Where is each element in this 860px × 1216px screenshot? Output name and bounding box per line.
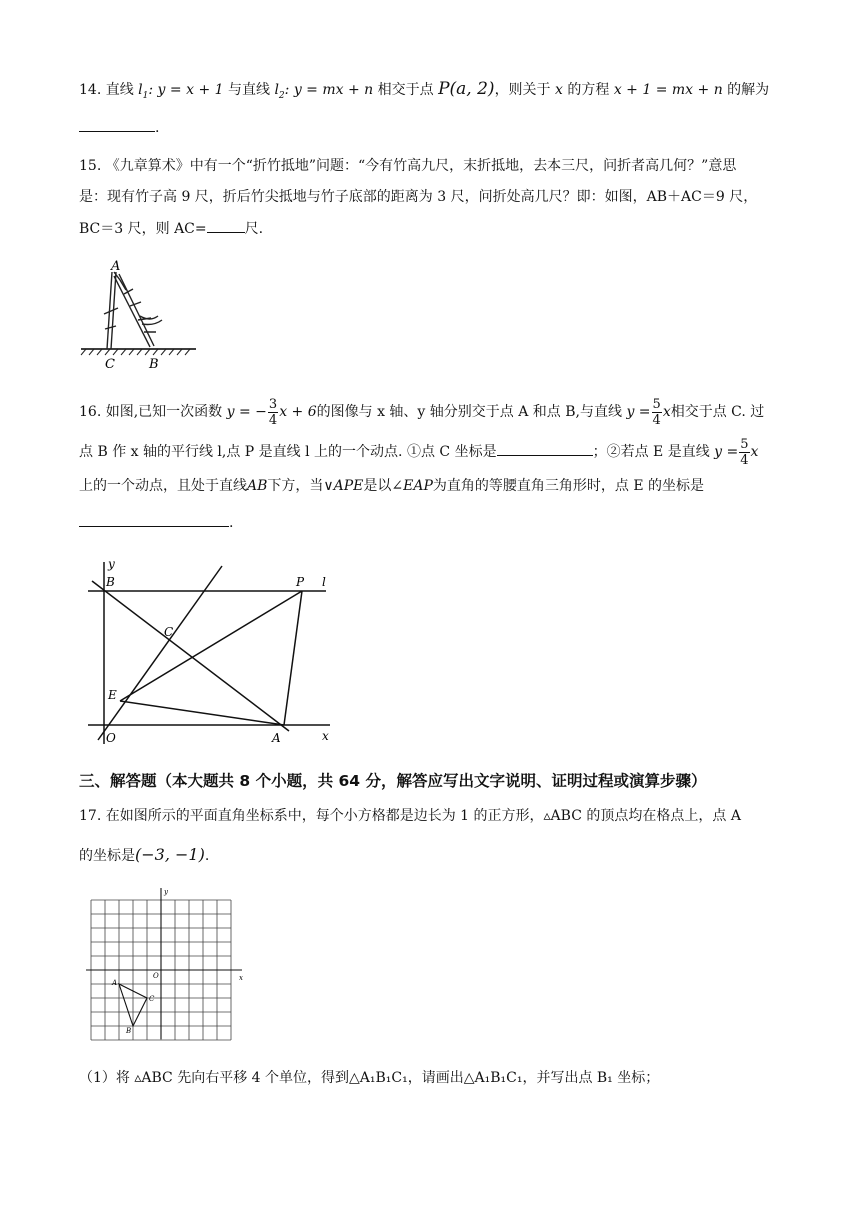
q16-figure: [84, 556, 344, 746]
q16-line3: 上的一个动点，且处于直线AB下方，当∨APE是以∠EAP为直角的等腰直角三角形时，点 E 的坐标是: [79, 478, 705, 494]
q14-l2: $l_2$: [274, 82, 285, 101]
q14-answer-line: .: [79, 117, 159, 138]
q17-label-a: A: [112, 979, 118, 987]
q17-label-x: x: [239, 974, 243, 982]
q14-eq2: : y = mx + n: [284, 82, 374, 98]
bamboo-figure: [78, 254, 200, 372]
fig16-label-l: l: [322, 575, 326, 589]
q15-line2: 是：现有竹子高 9 尺，折后竹尖抵地与竹子底部的距离为 3 尺，问折处高几尺？即：如图，AB＋AC＝9 尺，: [79, 189, 758, 205]
bamboo-label-b: B: [149, 357, 159, 372]
q17-label-c: C: [149, 995, 155, 1003]
q16-frac-5-4: $\frac{5}{4}$: [652, 396, 661, 428]
fig16-label-c: C: [164, 625, 174, 639]
q17-coord-a: (−3, −1): [135, 845, 205, 864]
q15-line3: BC＝3 尺，则 AC= 尺.: [79, 218, 263, 239]
q14-answer-blank[interactable]: [79, 117, 155, 132]
q14-text: ，则关于: [494, 82, 551, 98]
q16-frac-3-4: $\frac{3}{4}$: [268, 396, 278, 428]
q16-line1: 16. 如图,已知一次函数 y = − $\frac{3}{4}$ x + 6的图像与 x 轴、y 轴分别交于点 A 和点 B,与直线 y = $\frac{5}{4}$ x相交于点 C. 过: [79, 396, 765, 428]
q14-var: x: [555, 82, 563, 98]
bamboo-label-a: A: [111, 259, 121, 274]
q15-line1: 15. 《九章算术》中有一个“折竹抵地”问题：“今有竹高九尺，末折抵地，去本三尺，问折者高几何？”意思: [79, 158, 737, 174]
fig16-label-x: x: [322, 729, 329, 743]
q17-label-o: O: [153, 972, 159, 980]
q17-line1: 17. 在如图所示的平面直角坐标系中，每个小方格都是边长为 1 的正方形，▵ABC 的顶点均在格点上，点 A: [79, 808, 741, 824]
q14-text: 的解为: [727, 82, 770, 98]
q14-text: 与直线: [227, 82, 270, 98]
q17-label-b: B: [126, 1027, 132, 1035]
q14-eq1: : y = x + 1: [148, 82, 224, 98]
q14-text: 的方程: [567, 82, 610, 98]
fig16-label-b: B: [106, 575, 115, 589]
q17-line2: 的坐标是(−3, −1).: [79, 845, 210, 864]
bamboo-label-c: C: [105, 357, 115, 372]
q16-line4: .: [79, 512, 233, 533]
fig16-label-a: A: [272, 731, 281, 745]
q16-frac-5-4b: $\frac{5}{4}$: [740, 436, 749, 468]
q14-number: 14.: [79, 82, 102, 98]
q17-label-y: y: [164, 888, 168, 896]
q14-line1: [79, 79, 769, 106]
q14-equation: x + 1 = mx + n: [613, 82, 723, 98]
q15-answer-blank[interactable]: [207, 218, 245, 233]
q17-grid-figure: [82, 884, 252, 1044]
fig16-label-o: O: [106, 731, 116, 745]
section3-heading: 三、解答题（本大题共 8 个小题，共 64 分，解答应写出文字说明、证明过程或演算步骤）: [79, 772, 707, 790]
q16-answer-blank-c[interactable]: [497, 441, 593, 456]
q14-text: 直线: [105, 82, 134, 98]
q14-text: 相交于点: [377, 82, 434, 98]
q16-line2: 点 B 作 x 轴的平行线 l,点 P 是直线 l 上的一个动点. ①点 C 坐标是 ；②若点 E 是直线 y = $\frac{5}{4}$ x: [79, 436, 759, 468]
fig16-label-p: P: [296, 575, 305, 589]
q17-part1: （1）将 ▵ABC 先向右平移 4 个单位，得到△A₁B₁C₁，请画出△A₁B₁C₁，并写出点 B₁ 坐标；: [79, 1070, 660, 1086]
line-ab: [92, 581, 289, 731]
fig16-label-e: E: [108, 688, 117, 702]
q14-l1: $l_1$: [138, 82, 149, 101]
q14-point: P(a, 2): [438, 79, 495, 99]
q16-answer-blank-e[interactable]: [79, 512, 229, 527]
fig16-label-y: y: [108, 557, 115, 571]
